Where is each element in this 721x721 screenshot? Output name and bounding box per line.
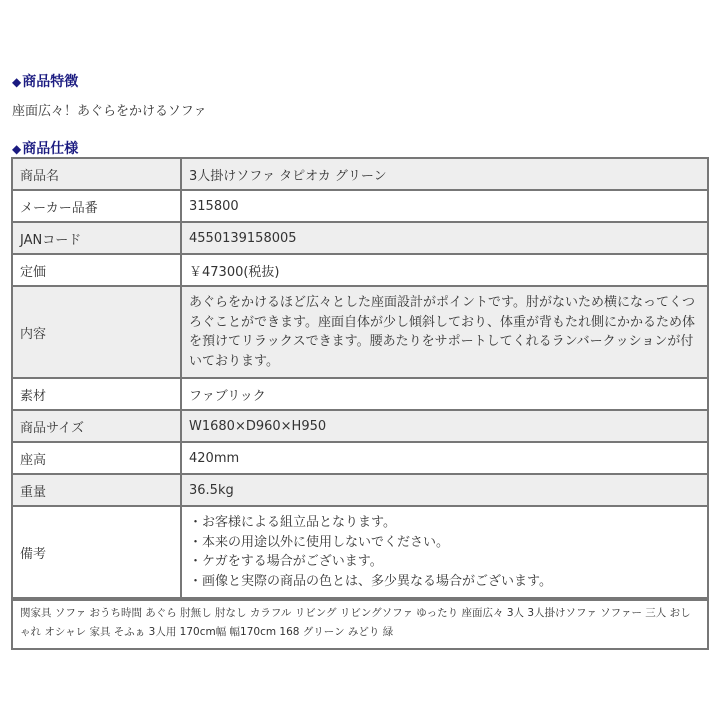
row-value: 3人掛けソファ タピオカ グリーン: [181, 158, 708, 190]
specs-title: 商品仕様: [22, 141, 79, 157]
note-item: ・本来の用途以外に使用しないでください。: [189, 534, 450, 550]
row-value: 420mm: [181, 442, 708, 474]
diamond-icon: ◆: [12, 75, 22, 89]
row-label: 定価: [12, 254, 181, 286]
row-label: 座高: [12, 442, 181, 474]
spec-table: [11, 157, 709, 599]
table-row-size: [12, 410, 708, 442]
table-row-jan-code: [12, 222, 708, 254]
row-value: あぐらをかけるほど広々とした座面設計がポイントです。肘がないため横になってくつろぐことができます。座面自体が少し傾斜しており、体重が背もたれ側にかかるため体を預けてリラックスできます。腰あたりをサポートしてくれるランバークッションが付いております。: [181, 286, 708, 378]
table-row-product-name: [12, 158, 708, 190]
row-label: 重量: [12, 474, 181, 506]
table-row-price: [12, 254, 708, 286]
specs-heading: [12, 138, 78, 158]
row-label: 商品サイズ: [12, 410, 181, 442]
table-row-maker-number: [12, 190, 708, 222]
row-value: 36.5kg: [181, 474, 708, 506]
row-value: W1680×D960×H950: [181, 410, 708, 442]
diamond-icon: ◆: [12, 142, 22, 156]
row-label: 素材: [12, 378, 181, 410]
features-heading: [12, 71, 78, 91]
row-label: 備考: [12, 506, 181, 598]
row-label: 内容: [12, 286, 181, 378]
row-label: メーカー品番: [12, 190, 181, 222]
table-row-material: [12, 378, 708, 410]
row-value: ファブリック: [181, 378, 708, 410]
row-value: 4550139158005: [181, 222, 708, 254]
row-value: ￥47300(税抜): [181, 254, 708, 286]
note-item: ・お客様による組立品となります。: [189, 515, 396, 530]
note-item: ・画像と実際の商品の色とは、多少異なる場合がございます。: [189, 573, 552, 589]
table-row-notes: [12, 506, 708, 598]
row-value: 315800: [181, 190, 708, 222]
table-row-weight: [12, 474, 708, 506]
features-title: 商品特徴: [22, 74, 79, 90]
feature-text: 座面広々！あぐらをかけるソファ: [12, 104, 207, 119]
note-item: ・ケガをする場合がございます。: [189, 554, 383, 569]
row-label: 商品名: [12, 158, 181, 190]
notes-list: [181, 506, 708, 598]
table-row-seat-height: [12, 442, 708, 474]
row-label: JANコード: [12, 222, 181, 254]
table-row-description: [12, 286, 708, 378]
keywords-box: 関家具 ソファ おうち時間 あぐら 肘無し 肘なし カラフル リビング リビングソファ ゆったり 座面広々 3人 3人掛けソファ ソファー 三人 おしゃれ オシャレ 家具 そふぁ 3人用 170cm幅 幅170cm 168 グリーン みどり 緑: [11, 599, 709, 650]
